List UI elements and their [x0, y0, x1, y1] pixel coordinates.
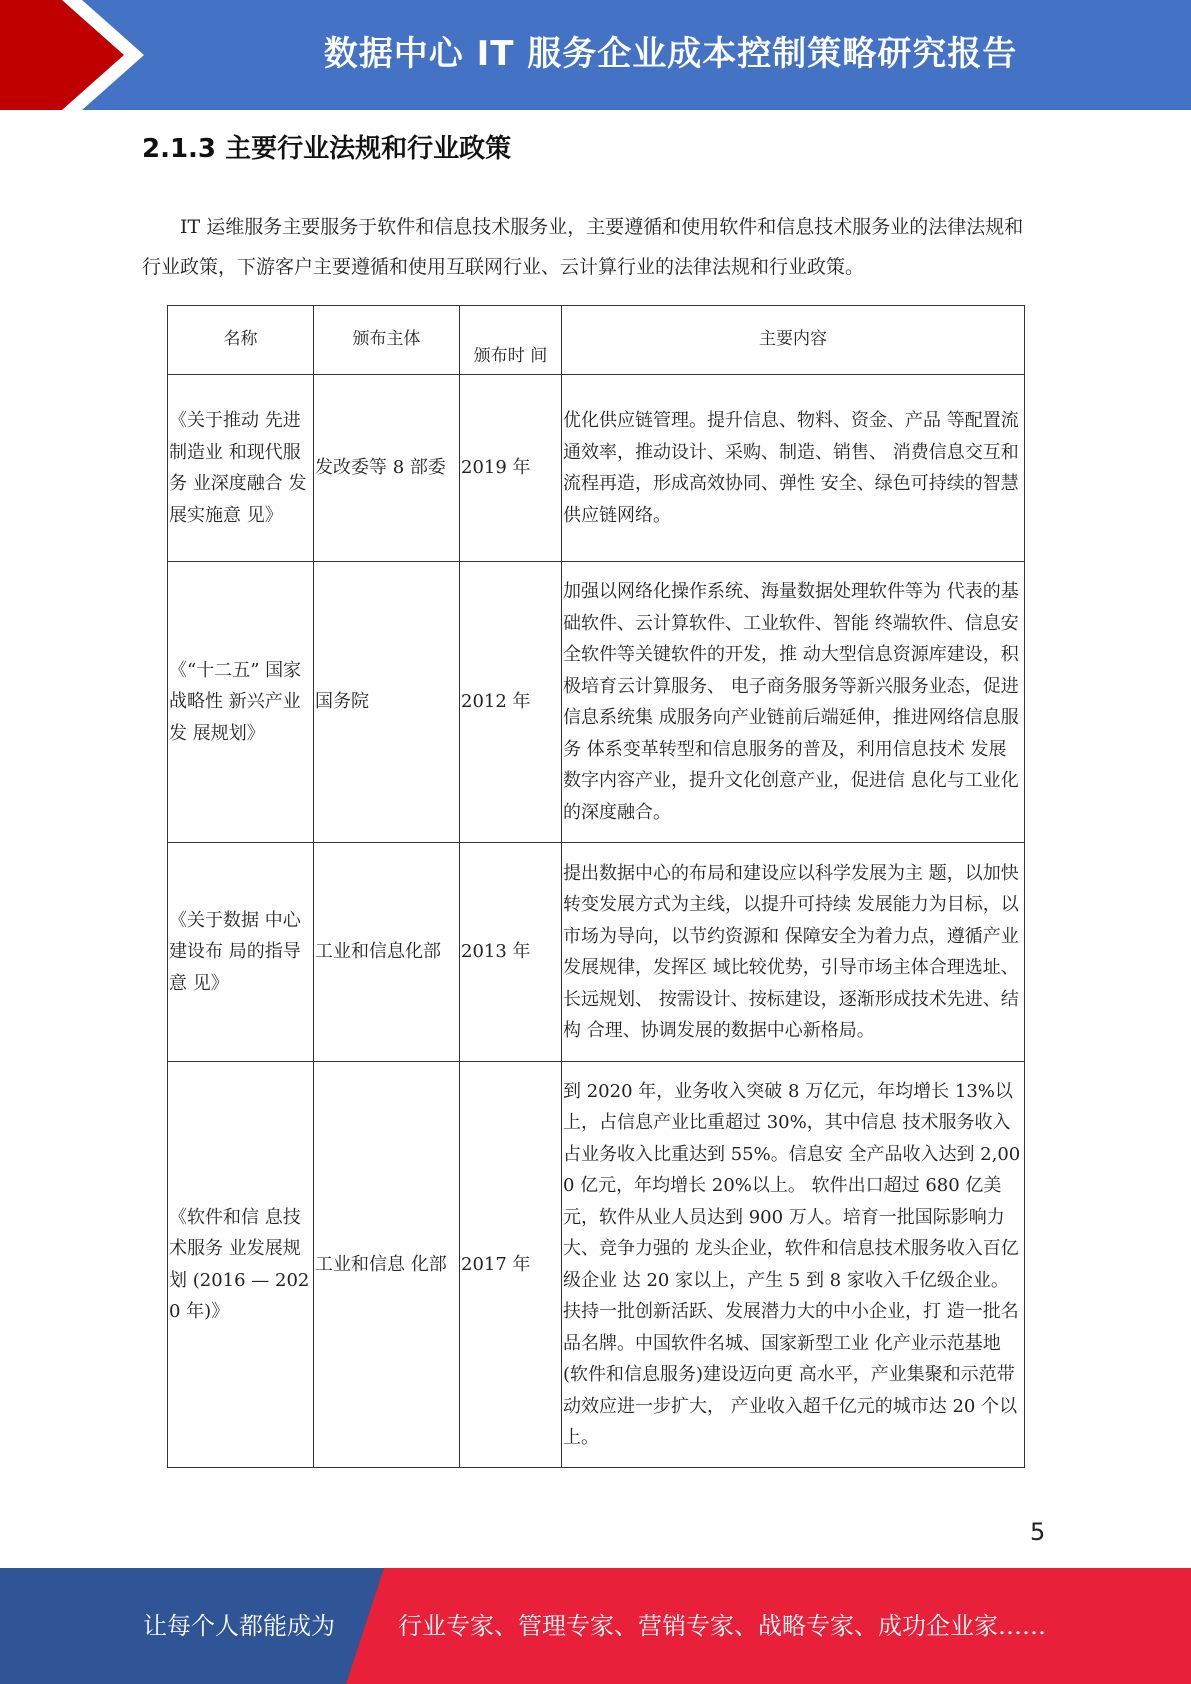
cell-name: 《软件和信 息技术服务 业发展规划 (2016 — 2020 年)》: [168, 1062, 314, 1468]
table-row: [168, 562, 1025, 843]
section-heading: 2.1.3 主要行业法规和行业政策: [142, 134, 512, 164]
table-row: [168, 843, 1025, 1062]
header-content: 主要内容: [562, 306, 1025, 375]
cell-name: 《“十二五” 国家战略性 新兴产业发 展规划》: [168, 562, 314, 843]
table-row: [168, 1062, 1025, 1468]
cell-issuer: 发改委等 8 部委: [314, 375, 460, 562]
cell-date: 2017 年: [460, 1062, 562, 1468]
cell-date: 2019 年: [460, 375, 562, 562]
cell-date: 2012 年: [460, 562, 562, 843]
header-red-block: [0, 0, 124, 110]
cell-content: 加强以网络化操作系统、海量数据处理软件等为 代表的基础软件、云计算软件、工业软件、智能 终端软件、信息安全软件等关键软件的开发，推 动大型信息资源库建设，积极培育云计算服务、 电子商务服务等新兴服务业态，促进信息系统集 成服务向产业链前后端延伸，推进网络信息服务 体系变革转型和信息服务的普及，利用信息技术 发展数字内容产业，提升文化创意产业，促进信 息化与工业化的深度融合。: [562, 562, 1025, 843]
cell-content: 提出数据中心的布局和建设应以科学发展为主 题，以加快转变发展方式为主线，以提升可持续 发展能力为目标，以市场为导向，以节约资源和 保障安全为着力点，遵循产业发展规律，发挥区 域比较优势，引导市场主体合理选址、长远规划、 按需设计、按标建设，逐渐形成技术先进、结构 合理、协调发展的数据中心新格局。: [562, 843, 1025, 1062]
header-name: 名称: [168, 306, 314, 375]
cell-date: 2013 年: [460, 843, 562, 1062]
cell-content: 到 2020 年，业务收入突破 8 万亿元，年均增长 13%以上，占信息产业比重超过 30%，其中信息 技术服务收入占业务收入比重达到 55%。信息安 全产品收入达到 2,000 亿元，年均增长 20%以上。 软件出口超过 680 亿美元，软件从业人员达到 900 万人。培育一批国际影响力大、竞争力强的 龙头企业，软件和信息技术服务收入百亿级企业 达 20 家以上，产生 5 到 8 家收入千亿级企业。 扶持一批创新活跃、发展潜力大的中小企业，打 造一批名品名牌。中国软件名城、国家新型工业 化产业示范基地(软件和信息服务)建设迈向更 高水平，产业集聚和示范带动效应进一步扩大， 产业收入超千亿元的城市达 20 个以上。: [562, 1062, 1025, 1468]
header-chevron-decoration: [0, 0, 150, 110]
cell-issuer: 工业和信息化部: [314, 843, 460, 1062]
table-header-row: [168, 306, 1025, 375]
policy-table: [167, 305, 1025, 1468]
table-row: [168, 375, 1025, 562]
header-title: 数据中心 IT 服务企业成本控制策略研究报告: [323, 34, 1018, 74]
cell-issuer: 工业和信息 化部: [314, 1062, 460, 1468]
page-header: [0, 0, 1191, 110]
cell-content: 优化供应链管理。提升信息、物料、资金、产品 等配置流通效率，推动设计、采购、制造、销售、 消费信息交互和流程再造，形成高效协同、弹性 安全、绿色可持续的智慧供应链网络。: [562, 375, 1025, 562]
intro-paragraph: IT 运维服务主要服务于软件和信息技术服务业，主要遵循和使用软件和信息技术服务业的法律法规和行业政策，下游客户主要遵循和使用互联网行业、云计算行业的法律法规和行业政策。: [142, 216, 1024, 278]
page-footer: [0, 1568, 1191, 1684]
footer-slogan-right: 行业专家、管理专家、营销专家、战略专家、成功企业家……: [398, 1612, 1046, 1640]
cell-name: 《关于数据 中心建设布 局的指导意 见》: [168, 843, 314, 1062]
header-issuer: 颁布主体: [314, 306, 460, 375]
page-number: 5: [1030, 1518, 1046, 1546]
cell-issuer: 国务院: [314, 562, 460, 843]
footer-slogan-left: 让每个人都能成为: [143, 1612, 335, 1640]
header-date: 颁布时 间: [460, 306, 562, 375]
cell-name: 《关于推动 先进制造业 和现代服务 业深度融合 发展实施意 见》: [168, 375, 314, 562]
